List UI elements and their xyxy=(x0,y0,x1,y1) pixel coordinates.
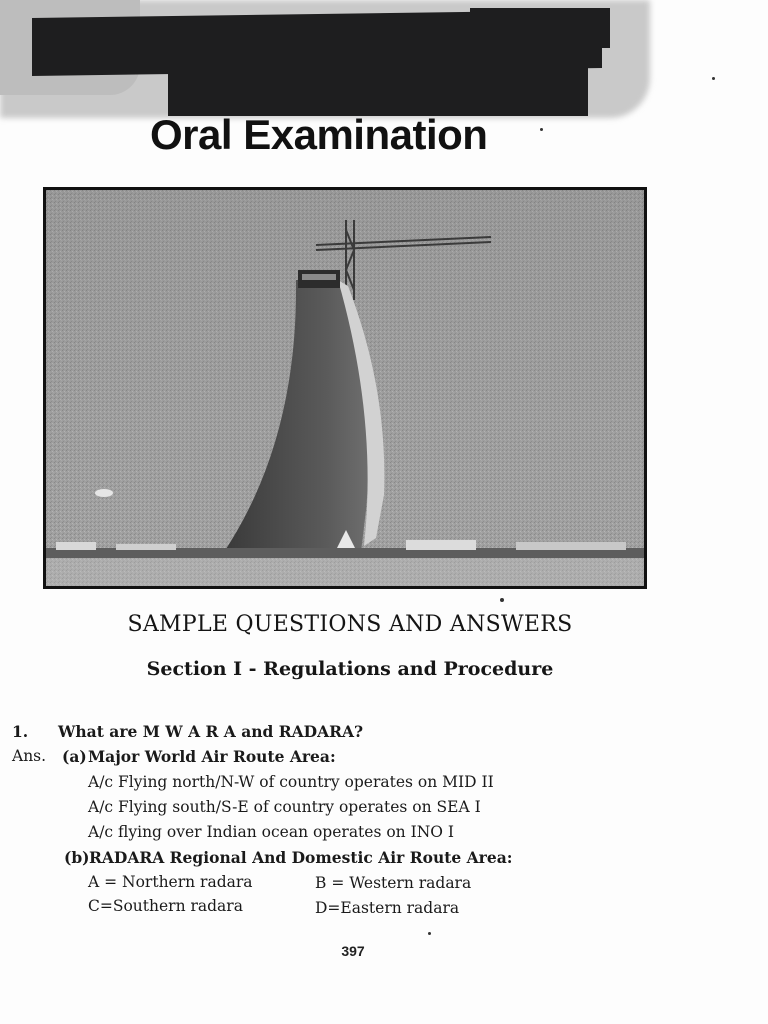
section-heading: Section I - Regulations and Procedure xyxy=(146,658,554,680)
radara-cell: B = Western radara xyxy=(315,874,472,892)
scan-speck xyxy=(712,77,715,80)
question-text: What are M W A R A and RADARA? xyxy=(58,722,364,741)
answer-line: A/c flying over Indian ocean operates on INO I xyxy=(88,823,455,841)
radara-cell: D=Eastern radara xyxy=(315,899,460,917)
chapter-title: Oral Examination xyxy=(150,111,488,158)
radara-cell: C=Southern radara xyxy=(88,897,243,915)
scan-speck xyxy=(428,932,431,935)
part-b-label: (b) xyxy=(64,848,90,867)
question-number: 1. xyxy=(12,722,29,741)
scan-speck xyxy=(500,598,504,602)
scan-speck xyxy=(540,128,543,131)
answer-line: A/c Flying south/S-E of country operates on SEA I xyxy=(88,798,481,816)
tower-photo-image xyxy=(46,190,644,586)
answer-line: A/c Flying north/N-W of country operates on MID II xyxy=(88,773,494,791)
answer-label: Ans. xyxy=(12,747,47,765)
main-heading: SAMPLE QUESTIONS AND ANSWERS xyxy=(127,612,573,637)
radara-cell: A = Northern radara xyxy=(88,873,253,891)
part-a-label: (a) xyxy=(62,747,87,766)
redaction-bar xyxy=(168,56,588,116)
page-number: 397 xyxy=(341,943,365,959)
part-a-title: Major World Air Route Area: xyxy=(88,747,336,766)
tower-photo xyxy=(43,187,647,589)
part-b-title: RADARA Regional And Domestic Air Route Area: xyxy=(89,848,513,867)
redaction-bar xyxy=(470,8,610,48)
